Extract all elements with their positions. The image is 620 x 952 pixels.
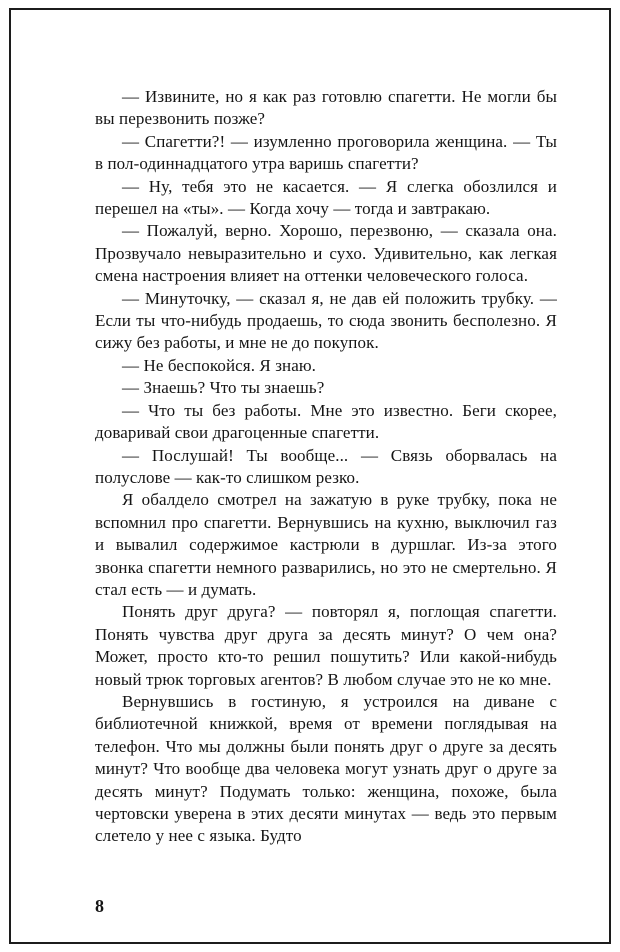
paragraph: — Ну, тебя это не касается. — Я слегка обозлился и перешел на «ты». — Когда хочу — тогда и завтракаю. [95, 176, 557, 219]
paragraph: — Минуточку, — сказал я, не дав ей положить трубку. — Если ты что-нибудь продаешь, то сюда звонить бесполезно. Я сижу без работы, и мне не до покупок. [95, 288, 557, 353]
page-number: 8 [95, 896, 104, 916]
paragraph: — Пожалуй, верно. Хорошо, перезвоню, — сказала она. Прозвучало невыразительно и сухо. Удивительно, как легкая смена настроения влияет на оттенки человеческого голоса. [95, 221, 557, 286]
paragraph: Понять друг друга? — повторял я, поглощая спагетти. Понять чувства друг друга за десять минут? О чем она? Может, просто кто-то решил пошутить? Или какой-нибудь новый трюк торговых агентов? В любом случае это не ко мне. [95, 602, 557, 689]
paragraph: — Извините, но я как раз готовлю спагетти. Не могли бы вы перезвонить позже? [95, 87, 557, 129]
paragraph: — Знаешь? Что ты знаешь? [122, 378, 325, 398]
page-text [95, 86, 557, 848]
paragraph: — Не беспокойся. Я знаю. [122, 355, 317, 375]
paragraph: — Спагетти?! — изумленно проговорила женщина. — Ты в пол-одиннадцатого утра варишь спагетти? [95, 131, 557, 174]
paragraph: — Послушай! Ты вообще... — Связь оборвалась на полуслове — как-то слишком резко. [95, 445, 557, 487]
paragraph: — Что ты без работы. Мне это известно. Беги скорее, доваривай свои драгоценные спагетти. [95, 400, 557, 443]
paragraph: Я обалдело смотрел на зажатую в руке трубку, пока не вспомнил про спагетти. Вернувшись на кухню, выключил газ и вывалил содержимое кастрюли в дуршлаг. Из-за этого звонка спагетти немного разварились, но это не смертельно. Я стал есть — и думать. [95, 490, 557, 599]
paragraph: Вернувшись в гостиную, я устроился на диване с библиотечной книжкой, время от времени поглядывая на телефон. Что мы должны были понять друг о друге за десять минут? Что вообще два человека могут узнать друг о друге за десять минут? Подумать только: женщина, похоже, была чертовски уверена в этих десяти минутах — ведь это первым слетело у нее с языка. Будто [95, 691, 557, 846]
